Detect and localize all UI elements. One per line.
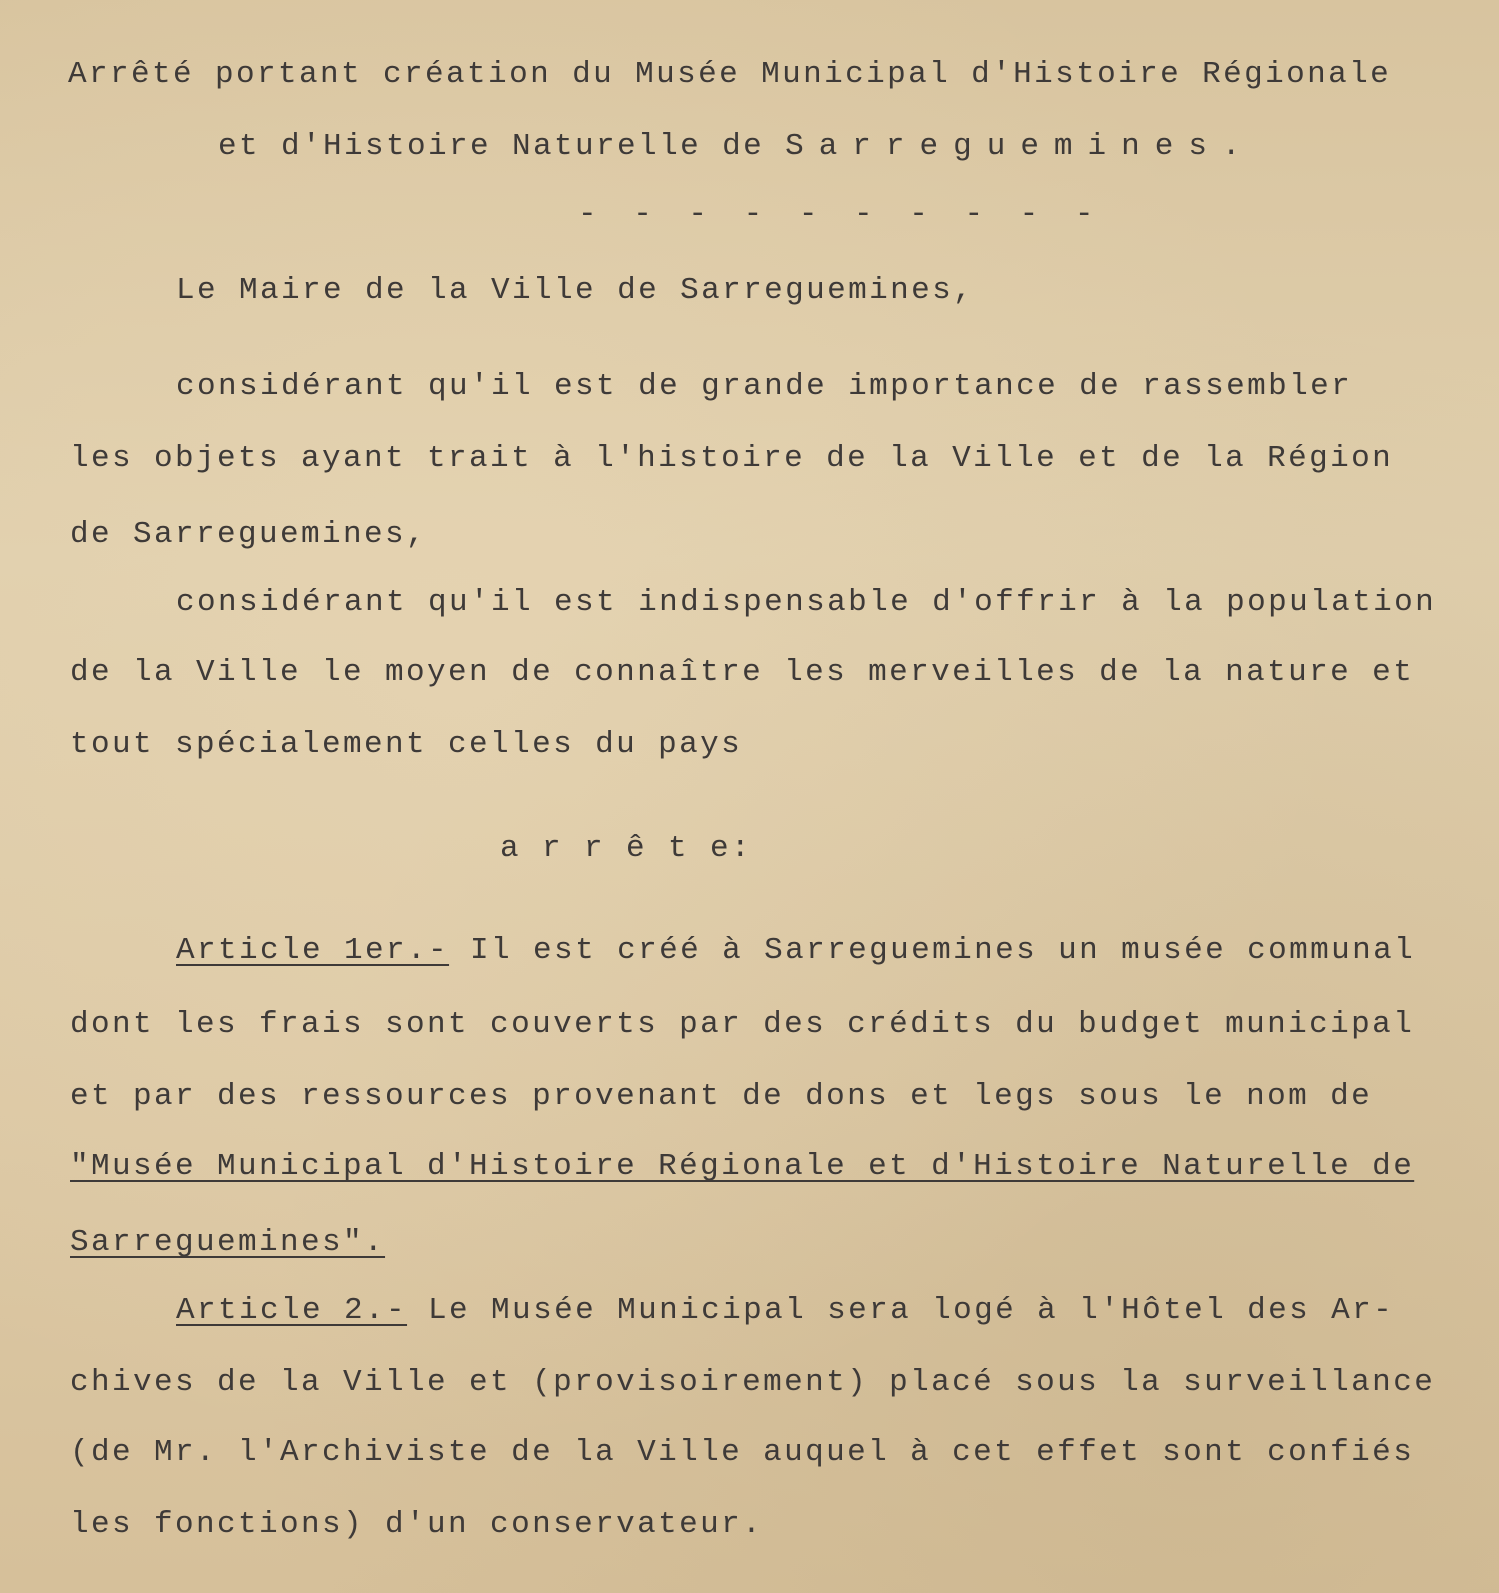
arrete-heading: a r r ê t e: (500, 831, 753, 866)
intro-line: Le Maire de la Ville de Sarreguemines, (176, 273, 975, 308)
title-line-2 (218, 128, 1256, 166)
article-1-line-2: dont les frais sont couverts par des crédits du budget municipal (70, 1007, 1415, 1042)
article-2-label: Article 2.- (176, 1293, 408, 1328)
considerant-1-line-1: considérant qu'il est de grande importance de rassembler (176, 369, 1353, 404)
article-2-line-3: (de Mr. l'Archiviste de la Ville auquel à cet effet sont confiés (70, 1435, 1415, 1470)
article-1-line-3: et par des ressources provenant de dons et legs sous le nom de (70, 1079, 1373, 1114)
article-2-line-1 (176, 1292, 1394, 1330)
title-line-1: Arrêté portant création du Musée Municipal d'Histoire Régionale (68, 57, 1392, 92)
considerant-1-line-3: de Sarreguemines, (70, 517, 428, 552)
title-line-2-prefix: et d'Histoire Naturelle de (218, 129, 786, 164)
considerant-2-line-3: tout spécialement celles du pays (70, 727, 743, 762)
museum-name-line-2: Sarreguemines". (70, 1225, 386, 1260)
article-2-text: Le Musée Municipal sera logé à l'Hôtel des Ar- (407, 1293, 1395, 1328)
considerant-1-line-2: les objets ayant trait à l'histoire de la Ville et de la Région (70, 441, 1394, 476)
title-separator: - - - - - - - - - - (578, 197, 1103, 232)
article-2-line-4: les fonctions) d'un conservateur. (70, 1507, 764, 1542)
article-1-label: Article 1er.- (176, 933, 450, 968)
article-1-line-1 (176, 932, 1415, 970)
museum-name-line-1: "Musée Municipal d'Histoire Régionale et d'Histoire Naturelle de (70, 1149, 1415, 1184)
article-1-text: Il est créé à Sarreguemines un musée communal (449, 933, 1416, 968)
title-city: Sarreguemines. (785, 129, 1256, 164)
considerant-2-line-2: de la Ville le moyen de connaître les merveilles de la nature et (70, 655, 1415, 690)
article-2-line-2: chives de la Ville et (provisoirement) placé sous la surveillance (70, 1365, 1436, 1400)
considerant-2-line-1: considérant qu'il est indispensable d'offrir à la population (176, 585, 1437, 620)
